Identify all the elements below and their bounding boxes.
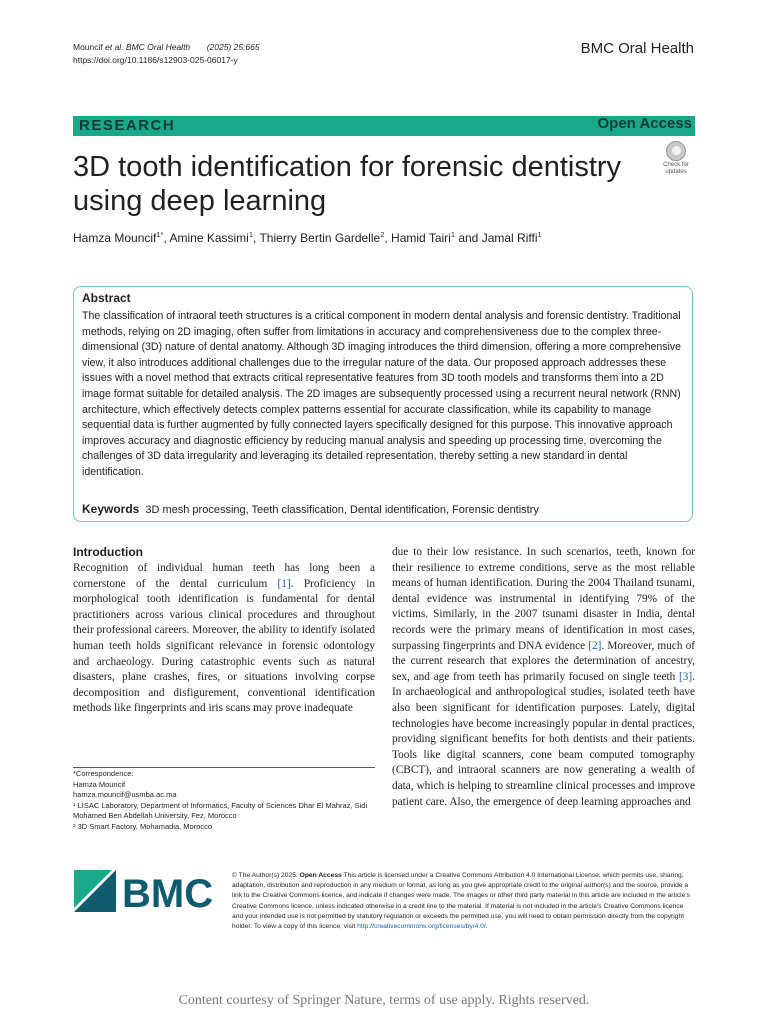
license-url-link[interactable]: http://creativecommons.org/licenses/by/4.0/ <box>357 923 486 931</box>
intro-text-1a: Recognition of individual human teeth has long been a cornerstone of the dental curriculum <box>73 562 375 590</box>
keywords <box>82 502 539 516</box>
article-title: 3D tooth identification for forensic dentistry using deep learning <box>73 151 622 217</box>
intro-text-2b: . Moreover, much of the current research that explores the determination of ancestry, sex, and age from teeth has primarily focused on single teeth <box>392 639 695 683</box>
citation-prefix: Mouncif <box>73 42 106 52</box>
author-affiliation: 1 <box>537 230 542 239</box>
footnotes <box>73 769 375 832</box>
intro-text-2a: due to their low resistance. In such scenarios, teeth, known for their resilience to extreme conditions, serve as the most reliable means of human identification. During the 2004 Thailand tsunami, dental evidence was instrumental in identifying 79% of the victims. Similarly, in the 2007 tsunami disaster in India, dental records were the primary means of identification in most cases, surpassing fingerprints and DNA evidence <box>392 546 695 652</box>
author-affiliation: 1 <box>248 230 254 239</box>
citation-journal: et al. BMC Oral Health <box>105 42 191 52</box>
bmc-logo-text: BMC <box>122 872 214 912</box>
check-for-updates-badge[interactable] <box>656 140 696 182</box>
introduction-heading: Introduction <box>73 545 143 559</box>
keywords-text: 3D mesh processing, Teeth classification, Dental identification, Forensic dentistry <box>145 504 539 516</box>
license-open-access: Open Access <box>299 872 342 879</box>
author-separator: and <box>455 231 482 245</box>
open-access-label: Open Access <box>597 115 692 132</box>
correspondence-name: Hamza Mouncif <box>73 779 126 789</box>
citation-header <box>73 41 260 67</box>
footnote-divider <box>73 767 375 768</box>
abstract-text: The classification of intraoral teeth structures is a critical component in modern dental analysis and forensic dentistry. Traditional methods, relying on 2D imaging, often suffer from limitations in accuracy and comprehensiveness due to the complex three-dimensional (3D) nature of dental anatomy. Although 3D imaging introduces the third dimension, offering a more comprehensive view, it also introduces additional challenges due to the irregular nature of the data. Our proposed approach addresses these issues with a novel method that extracts critical representative features from 3D tooth models and transforms them into a 2D image format suitable for detailed analysis. The 2D images are subsequently processed using a recurrent neural network (RNN) architecture, which effectively detects complex patterns essential for accurate classification, while its capability to manage sequential data is further augmented by fully connected layers specifically designed for this purpose. This innovative approach improves accuracy and diagnostic efficiency by reducing manual analysis and speeding up processing time, overcoming the challenges of 3D data irregularity and leveraging its detailed representation, thereby setting a new standard in dental identification. <box>82 310 682 478</box>
author-name: Hamza Mouncif <box>73 231 157 245</box>
author-name: Hamid Tairi <box>391 231 451 245</box>
license-suffix: . <box>485 923 488 931</box>
intro-text-2c: . In archaeological and anthropological studies, isolated teeth have also been significant for identification purposes. Lately, digital technologies have become increasingly popular in dental practices, providing significant benefits for both dentists and their patients. Tools like digital scanners, cone beam computed tomography (CBCT), and intraoral scanners are now generating a wealth of data, which is helping to streamline clinical processes and improve patient care. Also, the emergence of deep learning approaches and <box>392 670 695 808</box>
author-separator: , <box>253 231 260 245</box>
article-type-label: RESEARCH <box>79 117 176 134</box>
abstract-heading: Abstract <box>82 291 131 305</box>
body-column-right <box>392 545 695 810</box>
journal-name: BMC Oral Health <box>580 40 694 57</box>
license-body: This article is licensed under a Creative Commons Attribution 4.0 International License, which permits use, sharing, adaptation, distribution and reproduction in any medium or format, as long as you give appropriate credit to the original author(s) and the source, provide a link to the Creative Commons licence, and indicate if changes were made. The images or other third party material in this article are included in the article's Creative Commons licence, unless indicated otherwise in a credit line to the material. If material is not included in the article's Creative Commons licence and your intended use is not permitted by statutory regulation or exceeds the permitted use, you will need to obtain permission directly from the copyright holder. To view a copy of this licence, visit <box>232 872 690 931</box>
courtesy-footer: Content courtesy of Springer Nature, terms of use apply. Rights reserved. <box>178 993 590 1008</box>
citation-link-1[interactable]: [1] <box>277 577 291 590</box>
author-name: Amine Kassimi <box>169 231 249 245</box>
author-name: Thierry Bertin Gardelle <box>259 231 381 245</box>
citation-link-3[interactable]: [3] <box>678 670 693 683</box>
author-name: Jamal Riffi <box>481 231 538 245</box>
citation-link-2[interactable]: [2] <box>588 639 602 652</box>
doi-link[interactable]: https://doi.org/10.1186/s12903-025-06017-y <box>73 55 238 65</box>
affiliation-2: ² 3D Smart Factory, Mohamadia, Morocco <box>73 821 213 831</box>
author-separator: , <box>384 231 392 245</box>
correspondence-label: *Correspondence: <box>73 769 134 778</box>
body-column-left <box>73 561 375 717</box>
author-list <box>73 230 542 245</box>
check-updates-text: Check for updates <box>663 162 689 175</box>
affiliation-1: ¹ LISAC Laboratory, Department of Informatics, Faculty of Sciences Dhar El Mahraz, Sidi Mohamed Ben Abdellah University, Fez, Morocco <box>73 800 368 820</box>
author-affiliation: 2 <box>380 230 385 239</box>
keywords-label: Keywords <box>82 502 140 516</box>
correspondence-email[interactable]: hamza.mouncif@usmba.ac.ma <box>73 790 177 799</box>
author-separator: , <box>163 231 170 245</box>
citation-year: (2025) 25:665 <box>206 42 260 52</box>
check-updates-icon <box>666 141 686 161</box>
bmc-logo <box>74 870 214 912</box>
author-affiliation: 1 <box>450 230 455 239</box>
intro-text-1b: . Proficiency in morphological tooth identification is fundamental for dental practitioners across various clinical procedures and throughout their professional careers. Moreover, the ability to identify isolated human teeth holds significant relevance in forensic odontology and archaeology. During catastrophic events such as natural disasters, plane crashes, fires, or situations involving corpse decomposition and disfigurement, conventional identification methods like fingerprints and iris scans may prove inadequate <box>73 577 375 715</box>
license-text <box>232 871 692 932</box>
license-prefix: © The Author(s) 2025. <box>232 872 300 879</box>
author-affiliation: 1* <box>156 230 164 239</box>
